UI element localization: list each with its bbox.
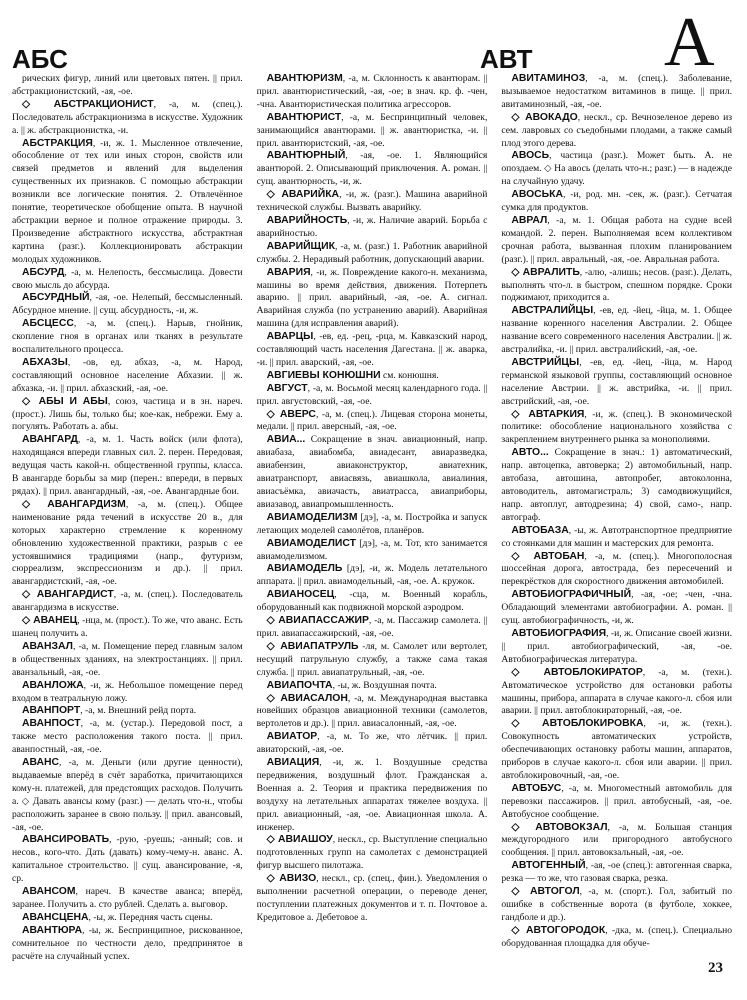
entry-definition: , -ы, ж. Беспринципное, рискованное, сомнительное по честности дело, предпринятое в расчёте на случайный успех. bbox=[12, 924, 243, 962]
dictionary-entry bbox=[12, 138, 243, 267]
column-2 bbox=[257, 73, 488, 945]
dictionary-entry bbox=[257, 434, 488, 511]
page-number: 23 bbox=[708, 960, 723, 976]
entry-definition: , -ов, ед. абхаз, -а, м. Народ, составляющий основное население Абхазии. || ж. абхазка, -и. || прил. абхазский, -ая, -ое. bbox=[12, 356, 243, 394]
dictionary-entry bbox=[257, 189, 488, 215]
dictionary-entry bbox=[501, 551, 732, 590]
entry-headword: ◇ АВИАШОУ bbox=[266, 834, 333, 846]
dictionary-entry bbox=[12, 73, 243, 99]
entry-definition: , -ы, ж. Передняя часть сцены. bbox=[88, 911, 213, 923]
dictionary-entry bbox=[257, 680, 488, 693]
entry-headword: АВИАМОДЕЛЬ bbox=[266, 563, 343, 575]
entry-definition: Сокращение в знач.: 1) автоматический, напр. автоцепка, автоверка; 2) автомобильный, напр. автобаза, автошина, автопробег, автоколонна, автоводитель, автомагистраль; 3) самодвижущийся, напр. автоплуг, автодрезина; 4) свой, само-, напр. автограф. bbox=[501, 447, 733, 523]
dictionary-entry bbox=[501, 267, 732, 306]
entry-headword: АБСЦЕСС bbox=[22, 318, 74, 330]
entry-definition: , -а, м. Восьмой месяц календарного года. || прил. августовский, -ая, -ое. bbox=[256, 382, 488, 407]
entry-definition: , -а, м. Пассажир самолета. || прил. авиапассажирский, -ая, -ое. bbox=[256, 615, 488, 639]
entry-definition: , -дка, м. (спец.). Специально оборудованная площадка для обуче- bbox=[501, 924, 733, 949]
entry-headword: АВИАМОДЕЛИЗМ bbox=[266, 511, 358, 523]
entry-headword: АВАНТЮРИСТ bbox=[266, 111, 342, 123]
entry-definition: Сокращение в знач. авиационный, напр. авиабаза, авиабомба, авиадесант, авиаразведка, авиабензин, авиаконструктор, авиатехник, авиатранспорт, авиасвязь, авиашкола, авиалиния, авиасъёмка, авиачасть, авиатрасса, авиаприборы, авиазавод, авиапромышленность. bbox=[256, 434, 488, 510]
entry-headword: АВАНС bbox=[22, 757, 60, 769]
entry-headword: АВАНПОРТ bbox=[22, 705, 81, 717]
entry-definition: , -алю, -алишь; несов. (разг.). Делать, выполнять что-л. в быстром, спешном порядке. Сроки поджимают, приходится а. bbox=[501, 266, 733, 304]
dictionary-entry bbox=[12, 834, 243, 886]
entry-headword: АВАНЗАЛ bbox=[22, 640, 73, 652]
entry-headword: ◇ АВРАЛИТЬ bbox=[511, 266, 580, 278]
entry-definition: [дэ], -а, м. Постройка и запуск летающих моделей самолётов, планёров. bbox=[256, 511, 488, 536]
entry-headword: АВАНТЮРИЗМ bbox=[266, 73, 343, 84]
entry-definition: , -ы, ж. Автотранспортное предприятие со стоянками для машин и мастерских для ремонта. bbox=[501, 524, 733, 549]
entry-definition: , -и, ж. 1. Воздушные средства передвижения, воздушный флот. Гражданская а. Военная а. 2. Теория и практика передвижения по воздуху на летательных аппаратах тяжелее воздуха. || прил. авиационный, -ая, -ое. Авиационная школа. А. инженер. bbox=[256, 757, 488, 833]
entry-headword: ◇ АВИАПАССАЖИР bbox=[266, 615, 369, 627]
entry-definition: , -и, ж. (техн.). Совокупность автоматических устройств, обеспечивающих остановку работы машин, аппаратов, приборов в случае какого-л. сбоя или аварии. || прил. автоблокировочный, -ая, -ое. bbox=[501, 718, 733, 781]
dictionary-entry bbox=[501, 73, 732, 112]
entry-definition: [дэ], -а, м. Тот, кто занимается авиамоделизмом. bbox=[256, 537, 488, 562]
entry-definition: , -а, м. (спец.). Заболевание, вызываемое недостатком витаминов в пище. || прил. авитаминозный, -ая, -ое. bbox=[501, 73, 733, 110]
dictionary-entry bbox=[257, 331, 488, 370]
dictionary-entry bbox=[12, 99, 243, 138]
entry-definition: , -и, ж. (спец.). В экономической политике: обособление национального хозяйства с закреплением внутреннего рынка за монополиями. bbox=[501, 408, 733, 446]
dictionary-entry bbox=[257, 563, 488, 589]
entry-definition: , нареч. В качестве аванса; вперёд, заранее. Получить а. сто рублей. Сделать а. выговор. bbox=[12, 886, 243, 910]
entry-headword: ◇ АВТОГОРОДОК bbox=[511, 924, 606, 936]
dictionary-entry bbox=[257, 589, 488, 615]
dictionary-entry bbox=[12, 318, 243, 357]
entry-headword: АВАНТЮРА bbox=[22, 924, 83, 936]
dictionary-entry bbox=[501, 822, 732, 861]
entry-headword: АВТОБАЗА bbox=[511, 524, 569, 536]
entry-definition: , -ая, -ое; -чен, -чна. Обладающий элементами автобиографии. А. роман. || сущ. автобиографичность, -и, ж. bbox=[501, 589, 733, 627]
entry-definition: , нескл., ср. Выступление специально подготовленных групп на самолетах с демонстрацией фигур высшего пилотажа. bbox=[256, 834, 488, 872]
dictionary-entry bbox=[501, 189, 732, 215]
entry-headword: АВАРИЙНОСТЬ bbox=[266, 214, 348, 226]
dictionary-entry bbox=[501, 925, 732, 951]
entry-definition: , -а, м. (техн.). Автоматическое устройство для остановки работы машины, прибора, аппарата в случае какого-л. сбоя или аварии. || прил. автоблокираторный, -ая, -ое. bbox=[501, 666, 733, 717]
dictionary-entry bbox=[501, 525, 732, 551]
entry-headword: АБСУРДНЫЙ bbox=[22, 292, 90, 304]
entry-definition: , -сца, м. Военный корабль, оборудованный как подвижной морской аэродром. bbox=[256, 589, 488, 614]
entry-headword: ◇ АВИАСАЛОН bbox=[266, 692, 348, 704]
dictionary-entry bbox=[12, 499, 243, 589]
entry-definition: -ля, м. Самолет или вертолет, несущий патрульную службу, а также сама такая служба. || прил. авиапатрульный, -ая, -ое. bbox=[256, 640, 488, 678]
right-guide-word: АВТ bbox=[480, 44, 533, 74]
entry-definition: , -а, м. (спец.). Лицевая сторона монеты, медали. || прил. аверсный, -ая, -ое. bbox=[256, 408, 488, 433]
dictionary-entry bbox=[501, 667, 732, 719]
dictionary-entry bbox=[257, 731, 488, 757]
dictionary-entry bbox=[501, 357, 732, 409]
entry-headword: ◇ АВАНГАРДИСТ bbox=[22, 589, 114, 601]
entry-headword: АВИАПОЧТА bbox=[266, 679, 333, 691]
text-columns bbox=[12, 73, 733, 962]
entry-headword: АВТО... bbox=[511, 447, 549, 459]
entry-headword: АБХАЗЫ bbox=[22, 356, 68, 368]
entry-definition: , частица (разг.). Может быть. А. не опоздаем. ◇ На авось (делать что-н.; разг.) — в надежде на случайную удачу. bbox=[501, 150, 733, 188]
dictionary-entry bbox=[12, 615, 243, 641]
entry-definition: , -ев, ед. -йец, -йца, м. 1. Общее название коренного населения Австралии. 2. Общее название всего современного населения Австралии. || ж. австралийка, -и. || прил. австралийский, -ая, -ое. bbox=[501, 305, 733, 356]
entry-definition: , -и, ж. Повреждение какого-н. механизма, машины во время действия, движения. Потерпеть аварию. || прил. аварийный, -ая, -ое. А. сигнал. Аварийная служба (по устранению аварий). Аварийная машина (для исправления аварий). bbox=[256, 266, 488, 330]
entry-definition: , -а, м. (спец.). Нарыв, гнойник, скопление гноя в органах или тканях в результате воспалительного процесса. bbox=[12, 318, 243, 356]
entry-definition: , -а, м. Деньги (или другие ценности), выдаваемые вперёд в счёт заработка, причитающихся кому-н. платежей, для предстоящих расходов. Получить а. ◇ Давать авансы кому (разг.) — делать что-н., чтобы расположить заранее в свою пользу. || прил. авансовый, -ая, -ое. bbox=[12, 757, 243, 833]
entry-definition: , -а, м. Большая станция междугородного или пригородного автобусного сообщения. || прил. автовокзальный, -ая, -ое. bbox=[501, 821, 733, 859]
entry-headword: АВАНСОМ bbox=[22, 886, 76, 898]
dictionary-entry bbox=[12, 680, 243, 706]
dictionary-entry bbox=[12, 912, 243, 925]
entry-definition: , -ая, -ое. Нелепый, бессмысленный. Абсурдное мнение. || сущ. абсурдность, -и, ж. bbox=[12, 292, 243, 317]
entry-definition: , -и, ж. 1. Мысленное отвлечение, обособление от тех или иных сторон, свойств или связей предметов и явлений для выделения существенных их признаков. С помощью абстракции возникли все логические понятия. 2. Отвлечённое понятие, теоретическое обобщение опыта. В научной абстракции верное и полное отражение природы. 3. Произведение абстрактного искусства, абстрактная картина (разг.). Коллекционировать абстракции молодых художников. bbox=[12, 137, 243, 265]
entry-headword: ◇ АВТОБАН bbox=[511, 550, 585, 562]
entry-definition: , -а, м. Внешний рейд порта. bbox=[80, 705, 197, 717]
entry-headword: АВСТРИЙЦЫ bbox=[511, 356, 580, 368]
dictionary-entry bbox=[12, 267, 243, 293]
dictionary-entry bbox=[257, 615, 488, 641]
entry-headword: АВАНПОСТ bbox=[22, 718, 81, 730]
entry-definition: , -а, м. Беспринципный человек, занимающийся авантюрами. || ж. авантюристка, -и. || прил. авантюристский, -ая, -ое. bbox=[256, 111, 488, 149]
dictionary-entry bbox=[257, 383, 488, 409]
dictionary-entry bbox=[12, 396, 243, 435]
dictionary-entry bbox=[501, 150, 732, 189]
dictionary-entry bbox=[12, 705, 243, 718]
dictionary-entry bbox=[501, 783, 732, 822]
dictionary-entry bbox=[257, 112, 488, 151]
dictionary-entry bbox=[501, 215, 732, 267]
entry-headword: ◇ АБСТРАКЦИОНИСТ bbox=[22, 98, 154, 110]
entry-headword: АВАНТЮРНЫЙ bbox=[266, 150, 346, 162]
entry-definition: , -а, м. (спец.). Последователь абстракционизма в искусстве. Художник а. || ж. абстракционистка, -и. bbox=[12, 98, 243, 136]
entry-definition: , -рую, -руешь; -анный; сов. и несов., кого-что. Дать (давать) кому-чему-н. аванс. А. капитальное строительство. || сущ. авансирование, -я, ср. bbox=[12, 834, 243, 885]
entry-definition: , -а, м. Нелепость, бессмыслица. Довести свою мысль до абсурда. bbox=[12, 266, 243, 291]
entry-headword: АВАНГАРД bbox=[22, 434, 78, 446]
dictionary-entry bbox=[12, 589, 243, 615]
entry-headword: АВРАЛ bbox=[511, 214, 548, 226]
entry-headword: АВОСЬ bbox=[511, 150, 550, 162]
dictionary-entry bbox=[501, 589, 732, 628]
dictionary-entry bbox=[257, 267, 488, 332]
dictionary-entry bbox=[12, 292, 243, 318]
dictionary-entry bbox=[257, 215, 488, 241]
entry-definition: , -а, м. (разг.) 1. Работник аварийной службы. 2. Нерадивый работник, допускающий аварии. bbox=[256, 240, 488, 265]
entry-definition: , -и, ж. Наличие аварий. Борьба с аварийностью. bbox=[256, 214, 488, 239]
dictionary-entry bbox=[501, 409, 732, 448]
entry-definition: , -и, ж. (разг.). Машина аварийной технической службы. Вызвать аварийку. bbox=[256, 189, 488, 214]
dictionary-entry bbox=[501, 112, 732, 151]
entry-definition: , -ев, ед. -йец, -йца, м. Народ германской языковой группы, составляющий основное население Австрии. || ж. австрийка, -и. || прил. австрийский, -ая, -ое. bbox=[501, 356, 733, 407]
entry-headword: АВИАТОР bbox=[266, 731, 318, 743]
entry-headword: ◇ АВОКАДО bbox=[511, 111, 578, 123]
section-letter: А bbox=[664, 4, 715, 81]
dictionary-entry bbox=[12, 886, 243, 912]
dictionary-entry bbox=[257, 538, 488, 564]
entry-headword: АВАНСЦЕНА bbox=[22, 911, 89, 923]
entry-definition: , -а, м. (устар.). Передовой пост, а также место расположения такого поста. || прил. аванпостный, -ая, -ое. bbox=[12, 718, 243, 756]
entry-headword: ◇ АБЫ И АБЫ bbox=[22, 395, 108, 407]
dictionary-entry bbox=[257, 241, 488, 267]
dictionary-entry bbox=[12, 718, 243, 757]
entry-headword: АВАНСИРОВАТЬ bbox=[22, 834, 110, 846]
entry-definition: , -нца, м. (прост.). То же, что аванс. Есть шанец получить а. bbox=[12, 615, 243, 639]
entry-headword: ◇ АВТОБЛОКИРАТОР bbox=[511, 666, 643, 678]
entry-headword: АВГИЕВЫ КОНЮШНИ bbox=[266, 369, 381, 381]
entry-headword: АВИАНОСЕЦ bbox=[266, 589, 335, 601]
entry-headword: АВТОБИОГРАФИЯ bbox=[511, 627, 607, 639]
dictionary-entry bbox=[257, 641, 488, 680]
dictionary-entry bbox=[257, 370, 488, 383]
entry-definition: , -ая, -ое (спец.): автогенная сварка, резка — то же, что газовая сварка, резка. bbox=[501, 860, 733, 885]
entry-headword: АВИАМОДЕЛИСТ bbox=[266, 537, 356, 549]
dictionary-entry bbox=[257, 834, 488, 873]
entry-headword: АВОСЬКА bbox=[511, 189, 563, 201]
dictionary-entry bbox=[257, 73, 488, 112]
dictionary-entry bbox=[12, 925, 243, 964]
entry-definition: , союз, частица и в зн. нареч. (прост.). Лишь бы, только бы; кое-как, небрежи. Ему а. погулять. Работать а. абы. bbox=[12, 395, 243, 433]
entry-headword: ◇ АВТОГОЛ bbox=[511, 886, 580, 898]
entry-definition: , -а, м. (спец.). Многополосная шоссейная дорога, автострада, без пересечений и перекрёстков для скоростного движения автомобилей. bbox=[501, 550, 733, 588]
entry-definition: , -а, м. (спорт.). Гол, забитый по ошибке в собственные ворота (в футболе, хоккее, гандболе и др.). bbox=[501, 886, 733, 923]
entry-headword: АВИАЦИЯ bbox=[266, 757, 320, 769]
dictionary-entry bbox=[257, 150, 488, 189]
entry-definition: , -ая, -ое. 1. Являющийся авантюрой. 2. Описывающий приключения. А. роман. || сущ. авантюрность, -и, ж. bbox=[256, 150, 488, 188]
entry-definition: , -а, м. Склонность к авантюрам. || прил. авантюристический, -ая, -ое; в знач. кр. ф. -чен, -чна. Авантюристическая политика агрессоров. bbox=[256, 73, 488, 110]
entry-headword: ◇ АВТОБЛОКИРОВКА bbox=[511, 718, 644, 730]
entry-headword: ◇ АВАНГАРДИЗМ bbox=[22, 498, 126, 510]
dictionary-entry bbox=[501, 628, 732, 667]
entry-definition: , -а, м. Помещение перед главным залом в общественных зданиях, на электростанциях. || прил. аванзальный, -ая, -ое. bbox=[12, 640, 243, 678]
dictionary-entry bbox=[501, 447, 732, 524]
entry-definition: , -а, м. (спец.). Общее наименование ряда течений в искусстве 20 в., для которых характерно стремление к коренному обновлению художественной практики, разрыв с ее устоявшимися традициями (напр., футуризм, сюрреализм, экспрессионизм и др.). || прил. авангардистский, -ая, -ое. bbox=[12, 498, 243, 588]
entry-headword: АВАНЛОЖА bbox=[22, 679, 84, 691]
entry-definition: , -а, м. То же, что лётчик. || прил. авиаторский, -ая, -ое. bbox=[256, 731, 488, 756]
dictionary-entry bbox=[257, 409, 488, 435]
entry-headword: АВАРЦЫ bbox=[266, 331, 314, 343]
entry-definition: рических фигур, линий или цветовых пятен. || прил. абстракционистский, -ая, -ое. bbox=[12, 73, 243, 97]
entry-definition: , -а, м. Международная выставка новейших образцов авиационной техники (самолетов, вертолетов и др.). || прил. авиасалонный, -ая, -ое. bbox=[256, 692, 488, 730]
dictionary-entry bbox=[501, 886, 732, 925]
dictionary-entry bbox=[12, 757, 243, 834]
dictionary-entry bbox=[501, 305, 732, 357]
left-guide-word: АБС bbox=[12, 44, 68, 74]
dictionary-entry bbox=[12, 357, 243, 396]
entry-headword: АВТОБИОГРАФИЧНЫЙ bbox=[511, 589, 632, 601]
entry-definition: [дэ], -и, ж. Модель летательного аппарата. || прил. авиамодельный, -ая, -ое. А. кружок. bbox=[256, 563, 488, 588]
dictionary-entry bbox=[12, 641, 243, 680]
entry-headword: АБСТРАКЦИЯ bbox=[22, 137, 93, 149]
entry-headword: ◇ АВТОВОКЗАЛ bbox=[511, 821, 608, 833]
entry-definition: , -а, м. 1. Часть войск (или флота), находящаяся впереди главных сил. 2. перен. Передовая, ведущая часть какой-н. общественной группы, класса. В авангарде борьбы за мир (перен.: впереди, в первых рядах). || прил. авангардный, -ая, -ое. Авангардные бои. bbox=[12, 434, 243, 497]
entry-headword: АВГУСТ bbox=[266, 382, 308, 394]
dictionary-entry bbox=[257, 873, 488, 925]
dictionary-entry bbox=[501, 860, 732, 886]
entry-definition: см. конюшня. bbox=[380, 369, 439, 381]
column-1 bbox=[12, 73, 243, 962]
dictionary-entry bbox=[257, 512, 488, 538]
entry-definition: , -и, род. мн. -сек, ж. (разг.). Сетчатая сумка для продуктов. bbox=[501, 189, 733, 214]
entry-definition: , -а, м. 1. Общая работа на судне всей командой. 2. перен. Выполняемая всем коллективом срочная работа, вызванная плохим планированием (разг.). || прил. авральный, -ая, -ое. Авральная работа. bbox=[501, 214, 733, 265]
entry-headword: АБСУРД bbox=[22, 266, 65, 278]
dictionary-entry bbox=[257, 693, 488, 732]
entry-definition: , нескл., ср. (спец., фин.). Уведомления о выполнении расчетной операции, о переводе денег, поступлении платежных документов и т. п. Почтовое а. Кредитовое а. Дебетовое а. bbox=[256, 873, 488, 923]
entry-definition: , -и, ж. Описание своей жизни. || прил. автобиографический, -ая, -ое. Автобиографическая литература. bbox=[501, 627, 733, 665]
column-3 bbox=[501, 73, 733, 949]
entry-definition: , -ев, ед. -рец, -рца, м. Кавказский народ, составляющий часть населения Дагестана. || ж. аварка, -и. || прил. аварский, -ая, -ое. bbox=[256, 331, 488, 368]
entry-definition: , -а, м. (спец.). Последователь авангардизма в искусстве. bbox=[12, 589, 243, 614]
entry-definition: , нескл., ср. Вечнозеленое дерево из сем. лавровых со съедобными плодами, а также самый плод этого дерева. bbox=[501, 111, 733, 149]
entry-headword: ◇ АВАНЕЦ bbox=[22, 615, 78, 627]
entry-headword: ◇ АВТАРКИЯ bbox=[511, 408, 585, 420]
dictionary-entry bbox=[501, 718, 732, 783]
dictionary-entry bbox=[12, 434, 243, 499]
entry-headword: АВТОГЕННЫЙ bbox=[511, 860, 586, 872]
entry-headword: АВСТРАЛИЙЦЫ bbox=[511, 305, 594, 317]
entry-headword: АВТОБУС bbox=[511, 782, 562, 794]
dictionary-entry bbox=[257, 757, 488, 834]
entry-headword: АВАРИЙЩИК bbox=[266, 240, 335, 252]
entry-definition: , -ы, ж. Воздушная почта. bbox=[332, 679, 437, 691]
entry-definition: , -и, ж. Небольшое помещение перед входом в театральную ложу. bbox=[12, 679, 243, 704]
entry-headword: АВИА... bbox=[266, 434, 306, 446]
entry-headword: ◇ АВАРИЙКА bbox=[266, 189, 340, 201]
entry-headword: ◇ АВИАПАТРУЛЬ bbox=[266, 640, 359, 652]
entry-headword: ◇ АВЕРС bbox=[266, 408, 316, 420]
entry-headword: АВИТАМИНОЗ bbox=[511, 73, 586, 84]
entry-definition: , -а, м. Многоместный автомобиль для перевозки пассажиров. || прил. автобусный, -ая, -ое. Автобусное сообщение. bbox=[501, 782, 733, 820]
entry-headword: ◇ АВИЗО bbox=[266, 873, 317, 885]
entry-headword: АВАРИЯ bbox=[266, 266, 311, 278]
